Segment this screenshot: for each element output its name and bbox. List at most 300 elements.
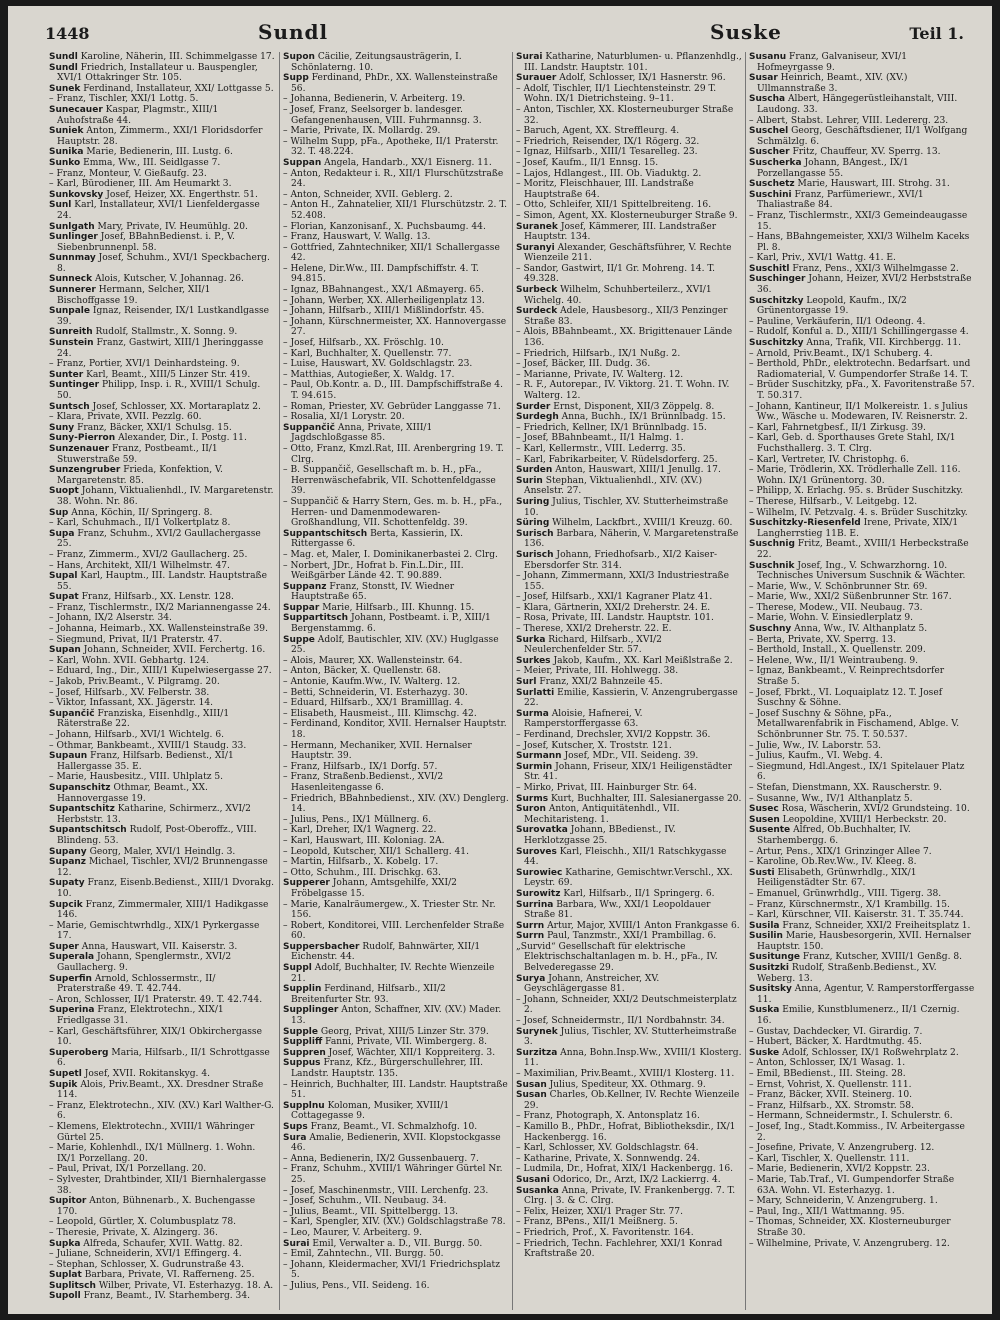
entry-surname: Süring xyxy=(516,518,550,529)
entry-details: – Wilhelmine, Private, V. Anzengruberg. 12. xyxy=(749,1238,950,1249)
directory-entry xyxy=(49,1048,276,1069)
directory-entry xyxy=(283,878,509,899)
entry-details: Josef, MDr., VII. Seideng. 39. xyxy=(564,751,699,762)
entry-surname: Supan xyxy=(49,645,81,656)
directory-entry xyxy=(283,762,509,773)
directory-entry xyxy=(283,285,509,296)
entry-details: Franz, Gastwirt, XIII/1 Jheringgasse 24. xyxy=(57,338,264,359)
entry-details: – Anton H., Zahnatelier, XII/1 Flurschützstr. 2. T. 52.408. xyxy=(283,200,507,221)
directory-entry xyxy=(49,1281,276,1292)
entry-surname: Surowitz xyxy=(516,888,561,899)
directory-entry xyxy=(283,94,509,105)
entry-surname: Sunl xyxy=(49,200,72,211)
directory-entry xyxy=(749,465,975,486)
directory-entry xyxy=(49,783,276,804)
entry-details: Mary, Private, IV. Heumühlg. 20. xyxy=(97,221,248,232)
directory-entry xyxy=(49,942,276,953)
directory-entry xyxy=(749,931,975,952)
entry-details: – Ignaz, BBahnangest., XX/1 Aßmayerg. 65. xyxy=(283,285,484,296)
entry-details: Franz, Schuhm., XVI/2 Gaullachergasse 25. xyxy=(57,528,261,550)
entry-surname: Surin xyxy=(516,475,543,486)
directory-entry xyxy=(516,518,742,529)
directory-entry xyxy=(283,190,509,201)
directory-entry xyxy=(516,73,742,84)
directory-entry xyxy=(49,1291,276,1302)
entry-surname: Suppus xyxy=(283,1058,321,1069)
entry-surname: Surmann xyxy=(516,751,562,762)
entry-details: – Aron, Schlosser, II/1 Praterstr. 49. T. 42.744. xyxy=(49,994,263,1005)
entry-details: Anna, Ww., IV. Althanplatz 5. xyxy=(794,624,928,635)
entry-surname: Suschel xyxy=(749,126,789,137)
entry-details: Ferdinand, Hilfsarb., XII/2 Breitenfurter Str. 93. xyxy=(291,984,446,1005)
entry-details: – Therese, Hilfsarb., V. Leitgebg. 12. xyxy=(749,496,918,507)
entry-details: Josef, Ing., V. Schwarzhorng. 10. Technisches Universum Suschnik & Wächter. xyxy=(757,560,966,582)
entry-details: – Friedrich, Hilfsarb., IX/1 Nußg. 2. xyxy=(516,348,681,359)
entry-details: Wilhelm, Schuhberteilerz., XVI/1 Wichelg. 40. xyxy=(524,285,712,306)
entry-details: – Pauline, Verkäuferin, II/1 Odeong. 4. xyxy=(749,316,926,327)
entry-details: – Josef, Maschinenmstr., VIII. Lerchenfg. 23. xyxy=(283,1185,489,1196)
directory-entry xyxy=(516,741,742,752)
directory-entry xyxy=(516,1080,742,1091)
entry-details: Josef, BBahnBedienst. i. P., V. Siebenbrunnenpl. 58. xyxy=(57,232,235,253)
directory-entry xyxy=(283,200,509,221)
entry-surname: Suppar xyxy=(283,602,320,613)
directory-entry xyxy=(516,423,742,434)
directory-entry xyxy=(49,1196,276,1217)
directory-entry xyxy=(49,995,276,1006)
directory-entry xyxy=(49,1270,276,1281)
entry-surname: Susitunge xyxy=(749,952,800,963)
entry-details: – Franz, Hilfsarb., XX. Stromstr. 58. xyxy=(749,1100,914,1111)
entry-details: Adolf, Schlosser, IX/1 Roßwehrplatz 2. xyxy=(782,1047,959,1058)
entry-surname: Suppartitsch xyxy=(283,613,349,624)
entry-surname: Suny xyxy=(49,422,75,433)
entry-details: – Marie, Gemischtwrhdlg., XIX/1 Pyrkergasse 17. xyxy=(49,920,260,942)
directory-entry xyxy=(49,465,276,486)
directory-entry xyxy=(283,169,509,190)
entry-details: – Karoline, Ob.Rev.Ww., IV. Kleeg. 8. xyxy=(749,857,917,868)
directory-entry xyxy=(283,666,509,677)
entry-details: – Berthold, PhDr., elektrotechn. Bedarfsart. und Radiomaterial, V. Gumpendorfer Straße 14. T. xyxy=(749,359,971,380)
entry-details: – Josef, Hilfsarb., XX. Fröschlg. 10. xyxy=(283,338,444,349)
entry-details: – Martin, Hilfsarb., X. Kobelg. 17. xyxy=(283,857,439,868)
entry-details: – Josef, Franz, Seelsorger b. landesger. Gefangenenhausen, VIII. Fuhrmannsg. 3. xyxy=(283,104,482,126)
directory-entry xyxy=(49,52,276,63)
directory-entry xyxy=(516,931,742,942)
directory-entry xyxy=(283,380,509,401)
directory-entry xyxy=(749,1048,975,1059)
directory-entry xyxy=(49,772,276,783)
directory-entry xyxy=(516,444,742,455)
directory-entry xyxy=(516,1239,742,1260)
entry-details: – Marie, Kohlenhdl., IX/1 Müllnerg. 1. Wohn. IX/1 Porzellang. 20. xyxy=(49,1143,256,1164)
entry-details: Wilber, Private, VI. Esterhazyg. 18. A. xyxy=(98,1280,274,1291)
directory-entry xyxy=(516,285,742,306)
directory-entry xyxy=(516,847,742,868)
entry-surname: Susani xyxy=(516,1174,550,1185)
entry-surname: Susanu xyxy=(749,52,787,62)
directory-entry xyxy=(49,603,276,614)
directory-entry xyxy=(516,571,742,592)
entry-details: „Survid“ Gesellschaft für elektrische Elektrischschaltanlagen m. b. H., pFa., IV. Belvederegasse 29. xyxy=(516,941,718,974)
entry-details: Johann, Postbeamt. i. P., XIII/1 Bergenstammg. 6. xyxy=(291,613,491,635)
directory-entry xyxy=(283,1260,509,1281)
directory-entry xyxy=(749,592,975,603)
entry-details: – Josef, Ing., Stadt.Kommiss., IV. Arbeitergasse 2. xyxy=(749,1121,965,1143)
directory-entry xyxy=(283,402,509,413)
directory-entry xyxy=(283,1239,509,1250)
entry-surname: Supaty xyxy=(49,878,85,889)
directory-entry xyxy=(749,645,975,656)
directory-entry xyxy=(49,200,276,221)
entry-details: – Julius, Pens., IX/1 Müllnerg. 6. xyxy=(283,814,432,825)
entry-details: Albert, Hängegerüstleihanstalt, VIII. Laudong. 33. xyxy=(757,94,958,115)
entry-details: Adele, Hausbesorg., XII/3 Penzinger Straße 83. xyxy=(524,306,728,327)
directory-entry xyxy=(49,613,276,624)
directory-entry xyxy=(283,1133,509,1154)
entry-details: Anna, Private, IV. Frankenbergg. 7. T. Clrg. | 3. & C. Clrg. xyxy=(524,1185,736,1207)
entry-details: Georg, Privat, XIII/5 Linzer Str. 379. xyxy=(320,1026,489,1037)
directory-entry xyxy=(49,624,276,635)
entry-surname: Suranyi xyxy=(516,242,555,253)
directory-entry xyxy=(49,730,276,741)
entry-details: – Josef, Hilfsarb., XV. Felberstr. 38. xyxy=(49,687,210,698)
entry-surname: Suntinger xyxy=(49,380,100,391)
entry-details: – Karl, Schlosser, XV. Goldschlagstr. 64. xyxy=(516,1143,699,1154)
directory-entry xyxy=(749,126,975,147)
entry-details: Karl, Hauptm., III. Landstr. Hauptstraße 55. xyxy=(57,571,268,592)
entry-details: – Siegmund, Hdl.Angest., IX/1 Spitelauer Platz 6. xyxy=(749,761,965,783)
directory-entry xyxy=(283,698,509,709)
directory-entry xyxy=(516,158,742,169)
directory-entry xyxy=(283,73,509,94)
page-number: 1448 xyxy=(45,24,90,43)
directory-entry xyxy=(749,116,975,127)
entry-details: Anton, Zimmerm., XXI/1 Floridsdorfer Hauptstr. 28. xyxy=(57,126,263,147)
directory-entry xyxy=(283,359,509,370)
entry-details: – Johann, Kantineur, II/1 Molkereistr. 1. s Julius Ww., Wäsche u. Modewaren, IV. Reisnerstr. 2. xyxy=(749,401,968,423)
directory-entry xyxy=(516,974,742,995)
entry-details: – Franz, Elektrotechn., XIV. (XV.) Karl Walther-G. 6. xyxy=(49,1100,274,1122)
entry-details: – Franz, Monteur, V. Gießaufg. 23. xyxy=(49,168,207,179)
entry-details: – Karl, Kellermstr., VIII. Lederrg. 35. xyxy=(516,443,686,454)
entry-details: – Luise, Hauswart, XV. Goldschlagstr. 23. xyxy=(283,359,473,370)
directory-entry xyxy=(516,465,742,476)
entry-details: Rudolf, Stallmstr., X. Sonng. 9. xyxy=(95,327,238,338)
entry-surname: Suske xyxy=(749,1047,780,1058)
directory-entry xyxy=(49,370,276,381)
entry-details: – Eduard, Ing., Dir., XIII/1 Kupelwiesergasse 27. xyxy=(49,666,272,677)
directory-entry xyxy=(49,1101,276,1122)
directory-entry xyxy=(516,751,742,762)
entry-details: Karl, Installateur, XVI/1 Lienfeldergasse 24. xyxy=(57,200,260,221)
entry-details: Anton, Schaffner, XIV. (XV.) Mader. 13. xyxy=(291,1005,502,1027)
entry-details: – Friedrich, BBahnbedienst., XIV. (XV.) Denglerg. 14. xyxy=(283,793,509,815)
entry-details: – Katharine, Private, X. Sonnwendg. 24. xyxy=(516,1153,701,1164)
directory-entry xyxy=(516,762,742,783)
entry-surname: Supančič xyxy=(49,708,95,719)
entry-details: Arnold, Schlossermstr., II/ Praterstraße 49. T. 42.744. xyxy=(57,973,216,995)
entry-surname: Supik xyxy=(49,1079,78,1090)
entry-surname: Surisch xyxy=(516,528,554,539)
directory-entry xyxy=(516,211,742,222)
entry-details: Franz, Stonstt, IV. Wiedner Hauptstraße 65. xyxy=(291,581,455,603)
entry-details: – Karl, Schuhmach., II/1 Volkertplatz 8. xyxy=(49,518,231,529)
entry-details: – Jakob, Priv.Beamt., V. Pilgramg. 20. xyxy=(49,677,220,688)
entry-details: – Karl, Fahrnetgbesf., II/1 Zirkusg. 39. xyxy=(749,422,926,433)
entry-details: Koloman, Musiker, XVIII/1 Cottagegasse 9. xyxy=(291,1100,450,1122)
entry-details: Franz, Beamt., VI. Schmalzhofg. 10. xyxy=(310,1121,478,1132)
directory-entry xyxy=(749,561,975,582)
entry-details: – Franz, BPens., XII/1 Meißnerg. 5. xyxy=(516,1217,678,1228)
entry-details: – Rudolf, Konful a. D., XIII/1 Schillingergasse 4. xyxy=(749,327,969,338)
entry-details: – Josef, Schneidermstr., II/1 Nordbahnstr. 34. xyxy=(516,1016,725,1027)
entry-details: – Otto, Schleifer, XII/1 Spittelbreiteng. 16. xyxy=(516,200,712,211)
directory-entry xyxy=(283,719,509,740)
entry-details: – Franz, Zimmerm., XVI/2 Gaullacherg. 25. xyxy=(49,549,248,560)
entry-details: – Mirko, Privat, III. Hainburger Str. 64. xyxy=(516,782,697,793)
directory-entry xyxy=(749,741,975,752)
entry-details: – Josef, Kutscher, X. Troststr. 121. xyxy=(516,740,672,751)
directory-entry xyxy=(516,222,742,243)
entry-details: Rudolf, Post-Oberoffz., VIII. Blindeng. 53. xyxy=(57,825,257,846)
entry-details: – Ferdinand, Konditor, XVII. Hernalser Hauptstr. 18. xyxy=(283,719,507,740)
entry-details: Fritz, Beamt., XVIII/1 Herbeckstraße 22. xyxy=(757,539,969,560)
directory-entry xyxy=(283,1101,509,1122)
directory-entry xyxy=(283,688,509,699)
entry-details: – Othmar, Bankbeamt., XVIII/1 Staudg. 33. xyxy=(49,740,247,751)
entry-details: – Mag. et, Maler, I. Dominikanerbastei 2. Clrg. xyxy=(283,549,498,560)
entry-surname: Sunstein xyxy=(49,338,94,349)
entry-details: – Franz, Kürschnermstr., X/1 Krambillg. 15. xyxy=(749,899,950,910)
entry-details: – Otto, Schuhm., III. Drischkg. 63. xyxy=(283,867,441,878)
entry-details: – Leo, Maurer, V. Arbeiterg. 9. xyxy=(283,1227,423,1238)
directory-entry xyxy=(749,190,975,211)
entry-surname: Surauer xyxy=(516,73,557,84)
directory-entry xyxy=(49,94,276,105)
directory-entry xyxy=(749,847,975,858)
entry-details: – Karl, Priv., XVI/1 Wattg. 41. E. xyxy=(749,253,896,264)
entry-details: Georg, Maler, XVI/1 Heindlg. 3. xyxy=(89,846,236,857)
directory-entry xyxy=(283,444,509,465)
directory-entry xyxy=(283,105,509,126)
entry-details: – Paul, Ob.Kontr. a. D., III. Dampfschiffstraße 4. T. 94.615. xyxy=(283,380,503,401)
entry-details: Elisabeth, Grünwrhdlg., XIX/1 Heiligenstädter Str. 67. xyxy=(757,867,917,889)
directory-entry xyxy=(516,942,742,974)
entry-details: – Karl, Bürodiener, III. Am Heumarkt 3. xyxy=(49,179,232,190)
entry-details: – Marie, Bedienerin, XVI/2 Koppstr. 23. xyxy=(749,1164,930,1175)
directory-entry xyxy=(516,52,742,73)
entry-details: – Friedrich, Reisender, IX/1 Rögerg. 32. xyxy=(516,136,700,147)
directory-entry xyxy=(749,804,975,815)
directory-entry xyxy=(49,666,276,677)
entry-details: – Friedrich, Kellner, IX/1 Brünnlbadg. 15. xyxy=(516,422,707,433)
directory-entry xyxy=(749,1239,975,1250)
entry-details: – Emil, BBedienst., III. Steing. 28. xyxy=(749,1069,906,1079)
entry-details: Katharine, Naturblumen- u. Pflanzenhdlg., III. Landstr. Hauptstr. 101. xyxy=(524,52,742,73)
entry-details: – Franz, Hauswart, V. Wallg. 13. xyxy=(283,232,431,243)
directory-entry xyxy=(516,603,742,614)
directory-entry xyxy=(749,709,975,741)
directory-entry xyxy=(516,1048,742,1069)
entry-details: Alois, Kutscher, V. Johannag. 26. xyxy=(95,274,244,285)
directory-entry xyxy=(749,317,975,328)
directory-entry xyxy=(283,677,509,688)
entry-details: – Emil, Zahntechn., VII. Burgg. 50. xyxy=(283,1249,444,1260)
directory-entry xyxy=(516,169,742,180)
entry-surname: Supon xyxy=(283,52,315,62)
directory-entry xyxy=(49,571,276,592)
entry-details: Johann, Heizer, XVI/2 Herbststraße 36. xyxy=(757,274,972,296)
entry-details: Charles, Ob.Kellner, IV. Rechte Wienzeile 29. xyxy=(524,1090,740,1111)
entry-details: Emma, Ww., III. Seidlgasse 7. xyxy=(83,157,221,168)
entry-details: – Klara, Private, XVII. Pezzlg. 60. xyxy=(49,412,202,423)
directory-entry xyxy=(516,995,742,1016)
directory-entry xyxy=(749,783,975,794)
entry-details: Alfreda, Schaufer, XVII. Wattg. 82. xyxy=(83,1238,243,1249)
directory-entry xyxy=(49,1143,276,1164)
entry-details: – Felix, Heizer, XXI/1 Prager Str. 77. xyxy=(516,1206,683,1217)
entry-details: – Florian, Kanzonisanf., X. Puchsbaumg. 44. xyxy=(283,221,486,232)
directory-entry xyxy=(516,613,742,624)
entry-details: Paul, Tanzmstr., XXI/1 Prambillag. 6. xyxy=(547,931,717,942)
entry-details: – Karl, Tischler, X. Quellenstr. 111. xyxy=(749,1153,910,1164)
entry-surname: Suroves xyxy=(516,846,557,857)
entry-details: – Baruch, Agent, XX. Streffleurg. 4. xyxy=(516,126,680,137)
directory-entry xyxy=(49,285,276,306)
entry-details: Franz, Hilfsarb., XX. Lenstr. 128. xyxy=(81,592,234,603)
part-label: Teil 1. xyxy=(909,24,964,43)
entry-details: – Mary, Schneiderin, V. Anzengruberg. 1. xyxy=(749,1196,938,1207)
directory-entry xyxy=(749,762,975,783)
directory-entry xyxy=(749,359,975,380)
directory-entry xyxy=(516,804,742,825)
entry-details: – Johann, Kürschnermeister, XX. Hannovergasse 27. xyxy=(283,316,507,338)
directory-entry xyxy=(749,825,975,846)
directory-entry xyxy=(49,105,276,126)
directory-entry xyxy=(283,900,509,921)
directory-entry xyxy=(49,169,276,180)
entry-details: Artur, Major, XVIII/1 Anton Frankgasse 6. xyxy=(547,920,740,931)
directory-entry xyxy=(516,1186,742,1207)
entry-surname: Sunpale xyxy=(49,306,91,317)
entry-details: – Josef, Schuhm., VII. Neubaug. 34. xyxy=(283,1196,447,1207)
entry-details: Anna, Köchin, II/ Springerg. 8. xyxy=(71,507,213,518)
entry-surname: Surya xyxy=(516,973,546,984)
entry-surname: Surmin xyxy=(516,761,553,772)
page-header xyxy=(8,6,992,46)
entry-surname: Supp xyxy=(283,73,309,84)
directory-entry xyxy=(283,1005,509,1026)
entry-surname: Surynek xyxy=(516,1026,558,1037)
entry-details: Katharine, Schirmerz., XVI/2 Herbststr. 13. xyxy=(57,804,251,825)
directory-entry xyxy=(749,1027,975,1038)
entry-details: – Leopold, Kutscher, XII/1 Schallerg. 41. xyxy=(283,846,469,857)
entry-surname: Sunkovsky xyxy=(49,189,104,200)
entry-details: – Julius, Beamt., VII. Spittelbergg. 13. xyxy=(283,1206,459,1217)
directory-entry xyxy=(283,317,509,338)
entry-surname: Supanschitz xyxy=(49,782,111,793)
entry-details: – Franz, Portier, XVI/1 Deinhardsteing. 9. xyxy=(49,359,240,370)
entry-details: Franz, XXI/2 Bahnzeile 45. xyxy=(539,677,663,688)
entry-details: – Franz, Tischlermstr., XXI/3 Gemeindeaugasse 15. xyxy=(749,210,968,232)
entry-details: – Karl, Kürschner, VII. Kaiserstr. 31. T. 35.744. xyxy=(749,910,964,921)
entry-details: – Moritz, Fleischhauer, III. Landstraße Hauptstraße 64. xyxy=(516,179,694,200)
entry-surname: Suschini xyxy=(749,189,792,200)
directory-entry xyxy=(49,751,276,772)
directory-entry xyxy=(283,550,509,561)
entry-surname: Suscherka xyxy=(749,157,802,168)
directory-entry xyxy=(516,455,742,466)
entry-surname: Supantschitz xyxy=(49,804,115,815)
entry-details: – Sylvester, Drahtbinder, XII/1 Biernhalergasse 38. xyxy=(49,1174,267,1196)
directory-entry xyxy=(749,613,975,624)
entry-surname: Sundl xyxy=(49,52,78,62)
directory-entry xyxy=(283,370,509,381)
directory-entry xyxy=(749,1080,975,1091)
entry-details: – Theresie, Private, X. Alzingerg. 36. xyxy=(49,1227,218,1238)
directory-entry xyxy=(283,984,509,1005)
entry-surname: Surrn xyxy=(516,931,545,942)
entry-details: Anna, Bohn.Insp.Ww., XVIII/1 Klosterg. 11. xyxy=(524,1047,742,1069)
directory-entry xyxy=(283,794,509,815)
entry-surname: Sunika xyxy=(49,147,84,158)
entry-surname: Surden xyxy=(516,465,553,476)
directory-entry xyxy=(749,1090,975,1101)
entry-details: Franz, Pens., XXI/3 Wilhelmgasse 2. xyxy=(792,263,959,274)
directory-entry xyxy=(749,603,975,614)
entry-surname: Suniek xyxy=(49,126,84,137)
directory-entry xyxy=(749,94,975,115)
entry-surname: Suring xyxy=(516,496,550,507)
directory-entry xyxy=(283,1249,509,1260)
entry-details: – Karl, Spengler, XIV. (XV.) Goldschlagstraße 78. xyxy=(283,1217,506,1228)
directory-entry xyxy=(49,1249,276,1260)
directory-entry xyxy=(283,561,509,582)
directory-entry xyxy=(749,656,975,667)
entry-details: Richard, Hilfsarb., XVI/2 Neulerchenfelder Str. 57. xyxy=(524,634,662,656)
entry-details: – Eduard, Hilfsarb., XX/1 Bramilllag. 4. xyxy=(283,698,464,709)
entry-details: – Hermann, Mechaniker, XVII. Hernalser Hauptstr. 39. xyxy=(283,740,472,762)
directory-entry xyxy=(516,84,742,105)
entry-surname: Sunlgath xyxy=(49,221,95,232)
entry-surname: Suranek xyxy=(516,221,558,232)
entry-surname: Surbeck xyxy=(516,285,558,296)
entry-details: – Josef, Hilfsarb., XXI/1 Kagraner Platz 41. xyxy=(516,592,713,603)
entry-details: Franz, Zimmermaler, XIII/1 Hadikgasse 146. xyxy=(57,899,269,921)
directory-entry xyxy=(749,984,975,1005)
entry-details: – Adolf, Tischler, II/1 Liechtensteinstr. 29 T. Wohn. IX/1 Dietrichsteing. 9–11. xyxy=(516,83,717,105)
directory-entry xyxy=(749,52,975,73)
directory-entry xyxy=(49,561,276,572)
entry-surname: Suschitzky-Riesenfeld xyxy=(749,518,861,529)
directory-entry xyxy=(49,147,276,158)
entry-surname: Suschnig xyxy=(749,539,795,550)
directory-entry xyxy=(49,1217,276,1228)
directory-entry xyxy=(516,402,742,413)
directory-entry xyxy=(749,1058,975,1069)
entry-surname: Supcik xyxy=(49,899,83,910)
entry-details: – Julius, Pens., VII. Seideng. 16. xyxy=(283,1280,430,1291)
directory-entry xyxy=(749,1143,975,1154)
entry-details: – Johann, Schneider, XXI/2 Deutschmeisterplatz 2. xyxy=(516,994,737,1016)
directory-entry xyxy=(749,508,975,519)
directory-entry xyxy=(49,158,276,169)
entry-details: Philipp, Insp. i. R., XVIII/1 Schulg. 50. xyxy=(57,380,261,401)
entry-surname: Suscher xyxy=(749,147,790,158)
directory-entry xyxy=(516,1143,742,1154)
directory-entry xyxy=(283,1027,509,1038)
